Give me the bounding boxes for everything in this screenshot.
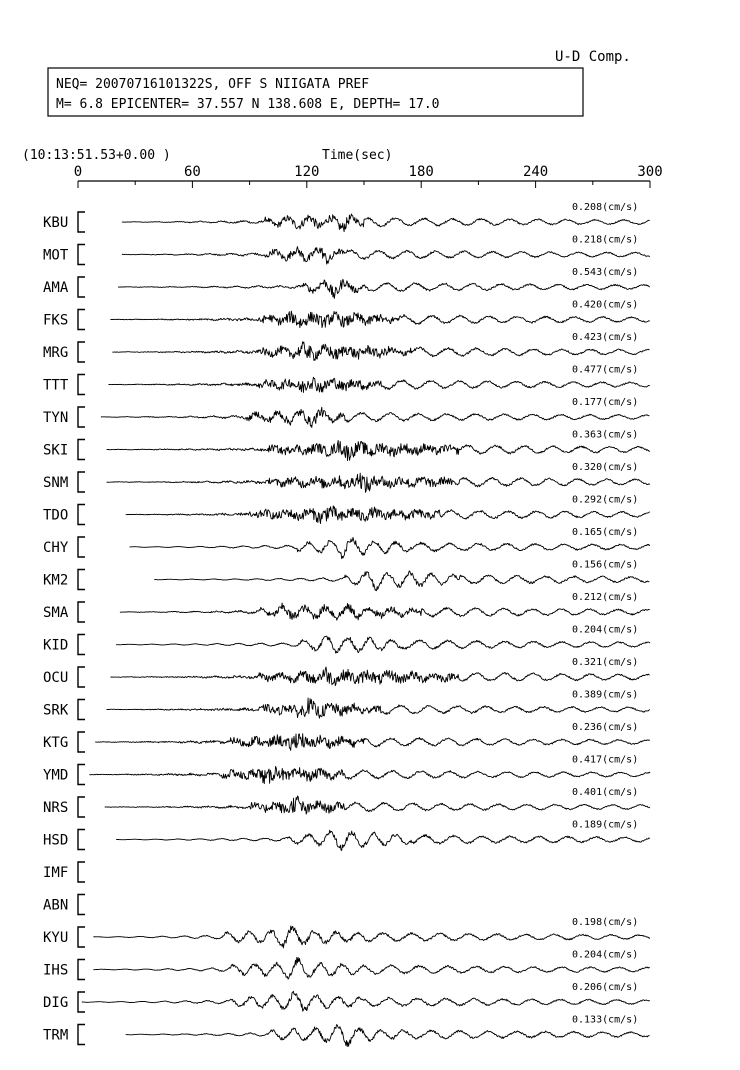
waveform-ocu: [110, 667, 649, 686]
peak-amplitude-label: 0.423(cm/s): [572, 332, 639, 343]
peak-amplitude-label: 0.477(cm/s): [572, 364, 639, 376]
station-row-fks: [43, 300, 650, 330]
start-time-label: (10:13:51.53+0.00 ): [22, 148, 171, 163]
station-code-label: TRM: [43, 1027, 69, 1044]
peak-amplitude-label: 0.321(cm/s): [572, 657, 639, 668]
station-code-label: SKI: [43, 442, 69, 459]
station-row-kid: [43, 625, 650, 655]
waveform-ihs: [93, 958, 650, 980]
station-row-km2: [43, 560, 649, 591]
peak-amplitude-label: 0.417(cm/s): [572, 754, 639, 766]
peak-amplitude-label: 0.204(cm/s): [572, 624, 639, 636]
peak-amplitude-label: 0.401(cm/s): [572, 787, 639, 798]
station-code-label: MRG: [43, 345, 69, 361]
scale-bracket: [78, 375, 85, 395]
waveform-ktg: [95, 734, 650, 751]
station-row-snm: [43, 462, 650, 492]
waveform-ski: [107, 440, 650, 460]
station-row-ocu: [43, 657, 650, 687]
scale-bracket: [78, 732, 85, 752]
scale-bracket: [78, 505, 85, 525]
peak-amplitude-label: 0.236(cm/s): [572, 722, 639, 733]
peak-amplitude-label: 0.177(cm/s): [572, 397, 639, 408]
peak-amplitude-label: 0.208(cm/s): [572, 202, 639, 213]
station-row-chy: [43, 527, 650, 559]
x-axis-title: Time(sec): [322, 148, 393, 163]
peak-amplitude-label: 0.543(cm/s): [572, 267, 639, 278]
waveform-tdo: [126, 506, 650, 524]
station-code-label: SMA: [43, 605, 69, 621]
station-row-ttt: [43, 365, 650, 395]
scale-bracket: [78, 602, 85, 622]
x-tick-label: 240: [522, 164, 549, 180]
station-row-ama: [43, 267, 650, 298]
station-code-label: YMD: [43, 767, 69, 784]
station-code-label: MOT: [43, 247, 69, 264]
station-row-sma: [43, 592, 650, 622]
x-tick-label: 180: [408, 164, 434, 180]
waveform-ymd: [89, 766, 650, 783]
peak-amplitude-label: 0.198(cm/s): [572, 917, 639, 928]
waveform-hsd: [116, 830, 650, 850]
peak-amplitude-label: 0.218(cm/s): [572, 234, 639, 246]
waveform-ama: [118, 279, 650, 298]
station-code-label: TYN: [43, 410, 69, 426]
waveform-ttt: [109, 377, 650, 392]
station-code-label: NRS: [43, 800, 69, 816]
event-line-1: NEQ= 20070716101322S, OFF S NIIGATA PREF: [56, 77, 370, 92]
peak-amplitude-label: 0.212(cm/s): [572, 592, 639, 603]
peak-amplitude-label: 0.206(cm/s): [572, 982, 639, 993]
station-code-label: TTT: [43, 377, 69, 394]
station-code-label: AMA: [43, 280, 69, 296]
scale-bracket: [78, 212, 85, 232]
event-line-2: M= 6.8 EPICENTER= 37.557 N 138.608 E, DEPTH= 17.0: [56, 97, 440, 112]
scale-bracket: [78, 277, 85, 297]
station-row-mrg: [43, 332, 650, 362]
peak-amplitude-label: 0.189(cm/s): [572, 819, 639, 831]
scale-bracket: [78, 927, 85, 947]
x-tick-label: 300: [637, 164, 663, 180]
station-row-srk: [43, 690, 650, 720]
station-row-hsd: [43, 820, 650, 851]
waveform-mot: [122, 247, 650, 265]
scale-bracket: [78, 472, 85, 492]
waveform-srk: [107, 698, 650, 718]
station-code-label: KBU: [43, 215, 69, 231]
scale-bracket: [78, 797, 85, 817]
station-code-label: SRK: [43, 702, 69, 719]
station-row-trm: [43, 1015, 650, 1047]
scale-bracket: [78, 1025, 85, 1045]
station-code-label: SNM: [43, 475, 69, 491]
station-code-label: KTG: [43, 735, 69, 751]
station-row-ymd: [43, 755, 650, 785]
peak-amplitude-label: 0.389(cm/s): [572, 689, 639, 701]
peak-amplitude-label: 0.363(cm/s): [572, 429, 639, 441]
waveform-mrg: [112, 342, 649, 361]
component-label: U-D Comp.: [555, 49, 631, 65]
station-row-nrs: [43, 787, 650, 817]
station-code-label: CHY: [43, 540, 69, 556]
waveform-dig: [82, 991, 650, 1011]
scale-bracket: [78, 570, 85, 590]
station-code-label: KM2: [43, 572, 69, 589]
waveform-snm: [107, 473, 650, 492]
waveform-sma: [120, 603, 650, 620]
station-code-label: IHS: [43, 962, 69, 979]
station-code-label: TDO: [43, 507, 69, 524]
scale-bracket: [78, 342, 85, 362]
scale-bracket: [78, 310, 85, 330]
waveform-km2: [154, 571, 649, 591]
scale-bracket: [78, 895, 85, 915]
waveform-kbu: [122, 214, 650, 232]
scale-bracket: [78, 635, 85, 655]
scale-bracket: [78, 245, 85, 265]
station-code-label: KYU: [43, 930, 69, 946]
x-tick-label: 120: [294, 164, 320, 180]
peak-amplitude-label: 0.204(cm/s): [572, 949, 639, 961]
event-info-box: [48, 68, 583, 116]
station-code-label: OCU: [43, 670, 69, 686]
station-row-abn: [43, 895, 85, 915]
station-code-label: FKS: [43, 312, 69, 329]
station-code-label: DIG: [43, 995, 69, 1011]
station-code-label: KID: [43, 637, 69, 654]
scale-bracket: [78, 440, 85, 460]
waveform-nrs: [105, 796, 650, 814]
station-row-tdo: [43, 495, 650, 525]
station-code-label: IMF: [43, 865, 69, 881]
x-tick-label: 0: [73, 164, 83, 180]
waveform-kid: [116, 636, 650, 653]
station-row-dig: [43, 982, 650, 1012]
station-code-label: HSD: [43, 832, 69, 849]
station-row-mot: [43, 235, 650, 265]
station-row-ski: [43, 430, 650, 461]
x-tick-label: 60: [183, 164, 201, 180]
station-row-kyu: [43, 917, 650, 948]
waveform-kyu: [93, 926, 650, 948]
peak-amplitude-label: 0.133(cm/s): [572, 1014, 639, 1026]
peak-amplitude-label: 0.165(cm/s): [572, 527, 639, 538]
peak-amplitude-label: 0.156(cm/s): [572, 559, 639, 571]
waveform-chy: [130, 537, 651, 558]
station-traces: [43, 202, 650, 1047]
scale-bracket: [78, 537, 85, 557]
scale-bracket: [78, 862, 85, 882]
waveform-fks: [110, 311, 649, 328]
station-row-ihs: [43, 950, 650, 980]
station-row-imf: [43, 862, 85, 882]
scale-bracket: [78, 830, 85, 850]
station-code-label: ABN: [43, 897, 69, 914]
time-axis: [74, 164, 663, 188]
peak-amplitude-label: 0.320(cm/s): [572, 462, 639, 473]
peak-amplitude-label: 0.292(cm/s): [572, 494, 639, 506]
station-row-tyn: [43, 397, 649, 428]
station-row-kbu: [43, 202, 650, 232]
station-row-ktg: [43, 722, 650, 752]
scale-bracket: [78, 700, 85, 720]
scale-bracket: [78, 667, 85, 687]
peak-amplitude-label: 0.420(cm/s): [572, 299, 639, 311]
waveform-trm: [126, 1025, 650, 1047]
scale-bracket: [78, 765, 85, 785]
scale-bracket: [78, 407, 85, 427]
scale-bracket: [78, 960, 85, 980]
waveform-tyn: [101, 407, 650, 427]
